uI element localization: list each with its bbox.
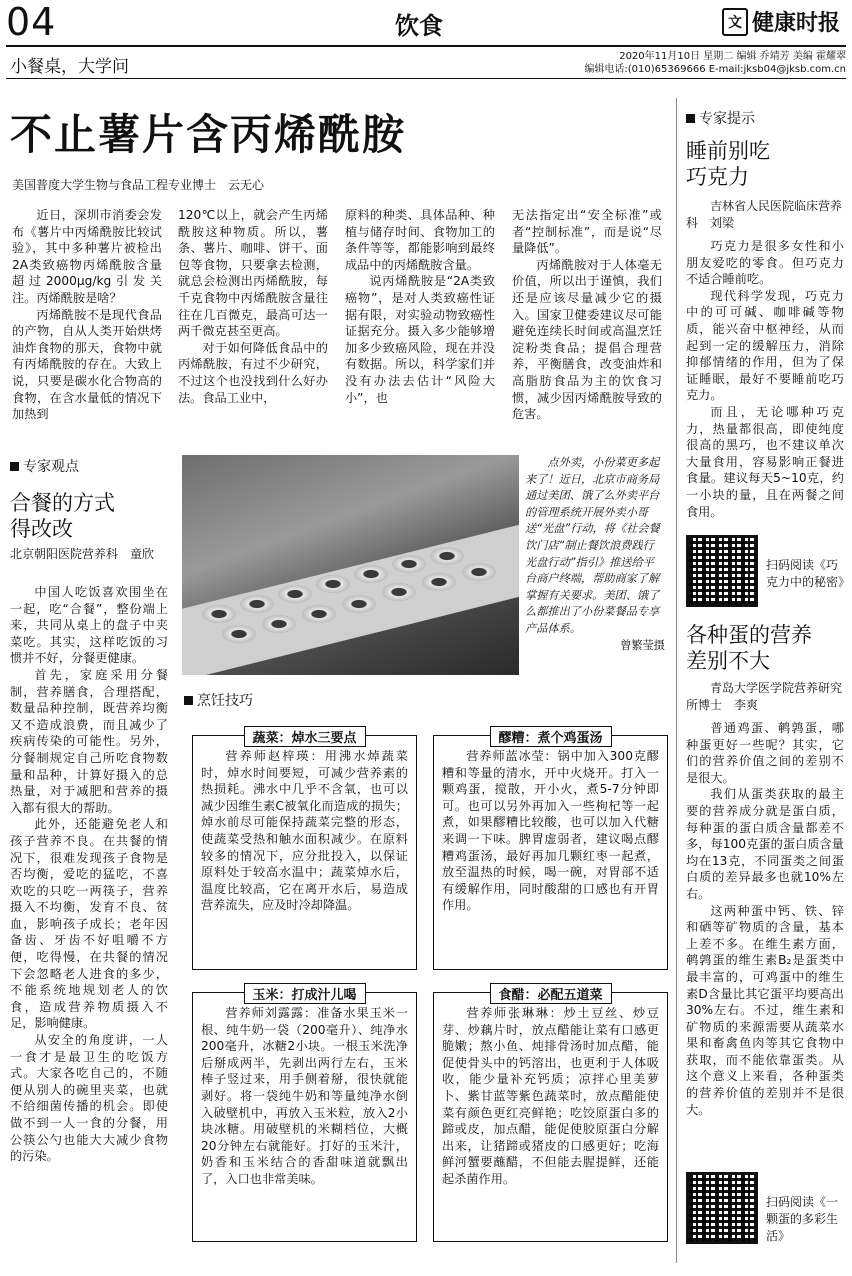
page-slogan: 小餐桌，大学问 <box>10 57 129 77</box>
chocolate-article-author: 吉林省人民医院临床营养科 刘梁 <box>686 199 843 230</box>
square-bullet-icon <box>10 462 19 471</box>
main-byline: 美国普度大学生物与食品工程专业博士 云无心 <box>12 178 265 192</box>
egg-article-title: 各种蛋的营养 差别不大 <box>686 623 812 673</box>
paragraph: 说丙烯酰胺是“2A类致癌物”，是对人类致癌性证据有限，对实验动物致癌性证据充分。摄入多少能够增加多少致癌风险，现在并没有数据。所以，科学家们并没有办法去估计“风险大小”，也 <box>345 274 495 405</box>
logo-text: 健康时报 <box>752 11 841 36</box>
paragraph: 对于如何降低食品中的丙烯酰胺，有过不少研究，不过这个也没找到什么好办法。食品工业中， <box>178 340 328 405</box>
photo-bowl <box>202 605 236 623</box>
expert-view-body <box>10 584 168 1165</box>
paragraph: 此外，还能避免老人和孩子营养不良。在共餐的情况下，很难发现孩子食物是否均衡，爱吃的猛吃，不喜欢吃的只吃一两筷子，营养摄入不均衡，发育不良、贫血，影响孩子成长；老年因备齿、牙齿不好咀嚼不方便，吃得慢，在共餐的情况下会忽略老人进食的多少，不能系统地规划老人的饮食，造成营养物质摄入不足，影响健康。 <box>10 817 168 1031</box>
photo-bowl <box>240 595 274 613</box>
tip-box-body: 营养师赵梓瑛：用沸水焯蔬菜时，焯水时间要短，可减少营养素的热损耗。沸水中几乎不含氧，也可以减少因维生素C被氧化而造成的损失；焯水前尽可能保持蔬菜完整的形态，使蔬菜受热和触水面积减少。在原料较多的情况下，应分批投入，以保证原料处于较高水温中；蔬菜焯水后，温度比较高，它在离开水后，易造成营养流失，应及时冷却降温。 <box>201 749 408 913</box>
logo-icon: 文 <box>722 8 748 36</box>
issue-date-editors: 2020年11月10日 星期二 编辑 乔靖芳 美编 霍耀翠 <box>619 51 846 62</box>
photo-bowl <box>392 555 426 573</box>
square-bullet-icon <box>184 696 193 705</box>
paragraph: 巧克力是很多女性和小朋友爱吃的零食。但巧克力不适合睡前吃。 <box>686 239 844 287</box>
tip-box-fermented-rice <box>433 731 668 970</box>
main-col-1 <box>12 207 162 423</box>
paragraph: 我们从蛋类获取的最主要的营养成分就是蛋白质，每种蛋的蛋白质含量都差不多，每100克蛋的蛋白质含量均在13克，不同蛋类之间蛋白质的差异最多也就10%左右。 <box>686 787 844 901</box>
paragraph: 普通鸡蛋、鹌鹑蛋，哪种蛋更好一些呢？其实，它们的营养价值之间的差别不是很大。 <box>686 721 844 785</box>
photo-bowl <box>222 625 256 643</box>
paragraph: 120℃以上，就会产生丙烯酰胺这种物质。所以，薯条、薯片、咖啡、饼干、面包等食物，只要拿去检测，就总会检测出丙烯酰胺，每千克食物中丙烯酰胺含量往往在几百微克，最高可达一两千微克甚至更高。 <box>178 208 328 339</box>
tip-box-title: 蔬菜：焯水三要点 <box>243 726 365 747</box>
paragraph: 丙烯酰胺对于人体毫无价值，所以出于谨慎，我们还是应该尽量减少它的摄入。国家卫健委建议尽可能避免连续长时间或高温烹饪淀粉类食品；提倡合理营养，平衡膳食，改变油炸和高脂肪食品为主的饮食习惯，减少因丙烯酰胺导致的危害。 <box>512 257 662 422</box>
tip-box-corn <box>192 988 417 1242</box>
main-col-3 <box>345 207 495 406</box>
chocolate-article-title: 睡前别吃 巧克力 <box>686 139 770 189</box>
egg-article-body <box>686 720 844 1118</box>
tip-box-vegetables <box>192 731 417 970</box>
paragraph: 从安全的角度讲，一人一食才是最卫生的吃饭方式。大家各吃自己的，不随便从别人的碗里夹菜，也就不给细菌传播的机会。即使做不到一人一食的分餐，用公筷公勺也能大大减少食物的污染。 <box>10 1033 168 1164</box>
paragraph: 中国人吃饭喜欢围坐在一起，吃“合餐”，整份端上来，共同从桌上的盘子中夹菜吃。其实，这样吃饭的习惯并不好，分餐更健康。 <box>10 585 168 666</box>
tip-box-body: 营养师刘露露：准备水果玉米一根、纯牛奶一袋（200毫升）、纯净水200毫升，冰糖2小块。一根玉米洗净后掰成两半，先剥出两行左右，玉米棒子竖过来，用手侧着掰，很快就能剥好。将一袋纯牛奶和等量纯净水倒入破壁机中，再放入玉米粒，放入2小块冰糖。用破壁机的米糊档位，大概20分钟左右就能好。打好的玉米汁，奶香和玉米结合的香甜味道就飘出了，入口也非常美味。 <box>201 1006 408 1186</box>
qr-label-chocolate: 扫码阅读《巧克力中的秘密》 <box>766 558 851 589</box>
tip-box-vinegar <box>433 988 668 1242</box>
paragraph: 首先，家庭采用分餐制，营养膳食，合理搭配，数量品种控制，既营养均衡又不造成浪费，而且减少了疾病传染的可能性。另外，分餐制规定自己所吃食物数量和品种，计算好摄入的总热量，对于减肥和营养的摄入都有很大的帮助。 <box>10 667 168 815</box>
egg-article-author: 青岛大学医学院营养研究所博士 李爽 <box>686 681 843 712</box>
photo-bowl <box>430 547 464 565</box>
newspaper-logo <box>722 6 840 37</box>
qr-code-icon[interactable] <box>686 1172 758 1244</box>
editor-contact: 编辑电话:(010)65369666 E-mail:jksb04@jksb.com.cn <box>584 64 846 75</box>
issue-meta <box>510 50 846 76</box>
main-col-4 <box>512 207 662 423</box>
header-rule <box>6 45 846 47</box>
main-headline: 不止薯片含丙烯酰胺 <box>10 110 407 159</box>
page-number: 04 <box>6 0 57 44</box>
paragraph: 这两种蛋中钙、铁、锌和硒等矿物质的含量，基本上差不多。在维生素方面，鹌鹑蛋的维生素B₂是蛋类中最丰富的，可鸡蛋中的维生素D含量比其它蛋平均要高出30%左右。不过，维生素和矿物质的来源需要从蔬菜水果和畜禽鱼肉等其它食物中获取，而不能依靠蛋类。从这个意义上来看，各种蛋类的营养价值的差别并不是很大。 <box>686 903 844 1117</box>
tip-box-title: 食醋：必配五道菜 <box>489 983 611 1004</box>
photo-credit: 曾繁莹摄 <box>620 638 665 652</box>
photo-bowl <box>316 575 350 593</box>
paragraph: 而且，无论哪种巧克力，热量都很高，即使纯度很高的黑巧，也不建议单次大量食用，容易影响正餐进食量。建议每天5~10克，约一小块的量，且在两餐之间食用。 <box>686 404 844 519</box>
tip-box-body: 营养师张琳琳：炒土豆丝、炒豆芽、炒藕片时，放点醋能让菜有口感更脆嫩；熬小鱼、炖排骨汤时加点醋，能促使骨头中的钙溶出，也更利于人体吸收，能少量补充钙质；凉拌心里美萝卜、紫甘蓝等紫色蔬菜时，放点醋能使菜有颜色更红亮鲜艳；吃饺原蛋白多的蹄或皮，加点醋，能促使胶原蛋白分解出来，让猪蹄或猪皮的口感更好；吃海鲜河蟹要蘸醋，不但能去腥提鲜，还能起杀菌作用。 <box>442 1006 659 1186</box>
expert-tips-tag: 专家提示 <box>686 108 755 128</box>
tip-box-title: 玉米：打成汁儿喝 <box>243 983 365 1004</box>
photo-bowl <box>278 585 312 603</box>
photo-bowl <box>342 595 376 613</box>
expert-view-author: 北京朝阳医院营养科 童欣 <box>10 547 155 561</box>
paragraph: 无法指定出“安全标准”或者“控制标准”，而是说“尽量降低”。 <box>512 208 662 256</box>
photo-bowl <box>354 565 388 583</box>
caption-text: 点外卖，小份菜更多起来了！近日，北京市商务局通过美团、饿了么外卖平台的管理系统开展外卖小哥送“光盘”行动，将《社会餐饮门店“制止餐饮浪费践行光盘行动”指引》推送给平台商户终端，帮助商家了解掌握有关要求。美团、饿了么都推出了小份菜餐品专享产品体系。 <box>525 456 660 635</box>
chocolate-article-body <box>686 238 844 520</box>
qr-label-egg: 扫码阅读《一颗蛋的多彩生活》 <box>766 1195 839 1243</box>
qr-code-icon[interactable] <box>686 535 758 607</box>
photo-bowl <box>462 563 496 581</box>
paragraph: 原料的种类、具体品种、种植与储存时间、食物加工的条件等等，都能影响到最终成品中的丙烯酰胺含量。 <box>345 208 495 272</box>
column-divider <box>676 98 677 1263</box>
tip-box-body: 营养师蓝冰莹：锅中加入300克醪糟和等量的清水，开中火烧开。打入一颗鸡蛋，搅散，开小火，煮5-7分钟即可。也可以另外再加入一些枸杞等一起煮，如果醪糟比较酸，也可以加入代糖来调一下味。脾胃虚弱者，建议喝点醪糟鸡蛋汤，最好再加几颗红枣一起煮，放至温热的时候，喝一碗，对胃部不适有缓解作用，同时酸甜的口感也有开胃作用。 <box>442 749 659 913</box>
square-bullet-icon <box>686 114 695 123</box>
buffet-photo <box>182 455 519 675</box>
tip-box-title: 醪糟：煮个鸡蛋汤 <box>489 726 611 747</box>
cooking-tips-tag: 烹饪技巧 <box>184 690 253 710</box>
main-col-2 <box>178 207 328 406</box>
expert-view-tag: 专家观点 <box>10 456 79 476</box>
paragraph: 丙烯酰胺不是现代食品的产物，自从人类开始烘烤油炸食物的那天，食物中就有丙烯酰胺的存在。大致上说，只要是碳水化合物高的食物，在含水量低的情况下加热到 <box>12 307 162 422</box>
photo-bowl <box>382 583 416 601</box>
photo-bowl <box>302 605 336 623</box>
paragraph: 现代科学发现，巧克力中的可可碱、咖啡碱等物质，能兴奋中枢神经，从而起到一定的缓解压力，消除抑郁情绪的作用，但为了保证睡眠，最好不要睡前吃巧克力。 <box>686 288 844 403</box>
photo-bowl <box>422 573 456 591</box>
photo-bowl <box>262 615 296 633</box>
photo-caption <box>525 455 665 670</box>
section-title: 饮食 <box>395 12 443 40</box>
paragraph: 近日，深圳市消委会发布《薯片中丙烯酰胺比较试验》，其中多种薯片被检出2A类致癌物丙烯酰胺含量超过2000μg/kg引发关注。丙烯酰胺是啥？ <box>12 208 162 305</box>
subheader-rule <box>6 78 846 79</box>
expert-view-title: 合餐的方式 得改改 <box>10 491 115 541</box>
